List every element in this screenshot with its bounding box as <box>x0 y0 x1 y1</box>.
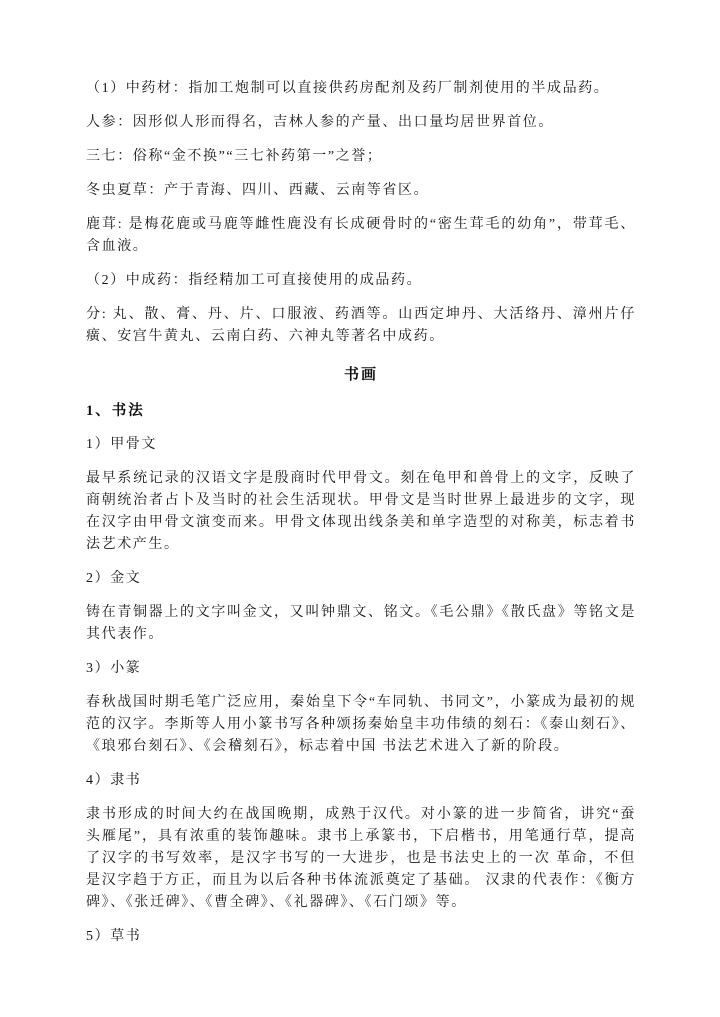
paragraph-sanqi: 三七：俗称“金不换”“三七补药第一”之誉； <box>86 149 383 164</box>
paragraph-antler: 鹿茸: 是梅花鹿或马鹿等雌性鹿没有长成硬骨时的“密生茸毛的幼角”，带茸毛、含血液。 <box>86 217 636 254</box>
paragraph-cordyceps: 冬虫夏草：产于青海、四川、西藏、云南等省区。 <box>86 183 430 198</box>
doc-title-calligraphy-painting: 书画 <box>343 367 378 383</box>
paragraph-bronze-script: 铸在青铜器上的文字叫金文，又叫钟鼎文、铭文。《毛公鼎》《散氏盘》等铭文是其代表作。 <box>86 605 636 642</box>
paragraph-medicine-material: （1）中药材：指加工炮制可以直接供药房配剂及药厂制剂使用的半成品药。 <box>86 81 610 96</box>
document-content <box>86 78 636 960</box>
paragraph-small-seal: 春秋战国时期毛笔广泛应用，秦始皇下令“车同轨、书同文”，小篆成为最初的规范的汉字。李斯等人用小篆书写各种颂扬秦始皇丰功伟绩的刻石：《泰山刻石》、《琅邪台刻石》、《会稽刻石》，标志着中国 书法艺术进入了新的阶段。 <box>86 695 636 754</box>
subsection-label-oracle-bone: 1）甲骨文 <box>86 437 157 452</box>
subsection-label-cursive-script: 5）草书 <box>86 929 142 944</box>
subsection-label-bronze-script: 2）金文 <box>86 571 142 586</box>
paragraph-ginseng: 人参：因形似人形而得名，吉林人参的产量、出口量均居世界首位。 <box>86 115 554 130</box>
paragraph-medicine-forms: 分: 丸、散、膏、丹、片、口服液、药酒等。山西定坤丹、大活络丹、漳州片仔癀、安宫牛黄丸、云南白药、六神丸等著名中成药。 <box>86 307 636 344</box>
section-heading-calligraphy: 1、书法 <box>86 403 145 419</box>
paragraph-oracle-bone: 最早系统记录的汉语文字是殷商时代甲骨文。刻在龟甲和兽骨上的文字，反映了商朝统治者占卜及当时的社会生活现状。甲骨文是当时世界上最进步的文字，现在汉字由甲骨文演变而来。甲骨文体现出线条美和单字造型的对称美，标志着书法艺术产生。 <box>86 471 636 552</box>
subsection-label-small-seal: 3）小篆 <box>86 661 142 676</box>
paragraph-clerical-script: 隶书形成的时间大约在战国晚期，成熟于汉代。对小篆的进一步简省，讲究“蚕头雁尾”，具有浓重的装饰趣味。隶书上承篆书，下启楷书，用笔通行草，提高了汉字的书写效率，是汉字书写的一大进步，也是书法史上的一次 革命，不但是汉字趋于方正，而且为以后各种书体流派奠定了基础。 汉隶的代表作：《衡方碑》、《张迁碑》、《曹全碑》、《礼器碑》、《石门颂》等。 <box>86 807 636 910</box>
paragraph-patent-medicine: （2）中成药：指经精加工可直接使用的成品药。 <box>86 273 423 288</box>
subsection-label-clerical-script: 4）隶书 <box>86 773 142 788</box>
